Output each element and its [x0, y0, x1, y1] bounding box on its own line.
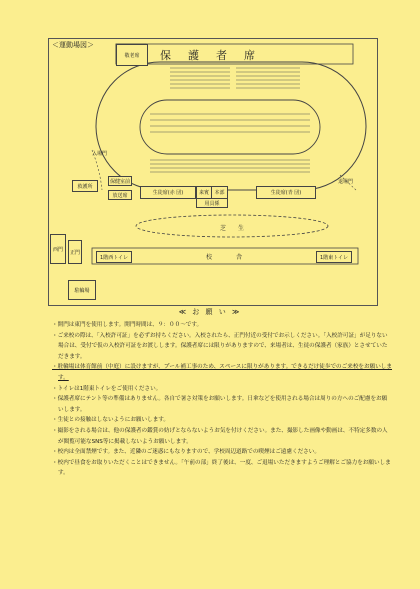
- notice-item: ・保護者席にテント等の準備はありません。各自で暑さ対策をお願いします。日傘などを使用される場合は周りの方へのご配慮をお願いします。: [52, 396, 388, 413]
- notice-item: ・校内は全面禁煙です。また、近隣のご迷惑にもなりますので、学校周辺道路での喫煙はご遠慮ください。: [52, 449, 320, 456]
- gate-west: 西門: [50, 234, 66, 264]
- booth-a: 来賓: [196, 186, 212, 199]
- notice-item: ・生徒との接触はしないようにお願いします。: [52, 417, 170, 424]
- notice-item: ・撮影をされる場合は、他の保護者の鑑賞の妨げとならないようお気を付けください。また、撮影した画像や動画は、不特定多数の人が閲覧可能なSNS等に掲載しないようお願いします。: [52, 427, 388, 445]
- notice-item: ・開門は東門を使用します。開門時間は、９：００～です。: [52, 322, 203, 328]
- notice-list: [52, 320, 392, 479]
- lawn: 芝 生: [220, 225, 245, 232]
- schoolhouse: 校 舎: [206, 254, 243, 261]
- notice-item: ・トイレは1階東トイレをご使用ください。: [52, 385, 162, 392]
- notice-item: ・ご来校の際は、「入校許可証」を必ずお持ちください。入校されたら、正門付近の受付でお示しください。「入校許可証」が足りない場合は、受付で仮の入校許可証をお渡しします。保護者席には限りがありますので、来場者は、生徒の保護者（家族）とさせていただきます。: [52, 332, 388, 360]
- guardian-seats: 保 護 者 席: [160, 49, 258, 62]
- exit-gate: 退場門: [338, 179, 354, 185]
- notice-title: ≪ お 願 い ≫: [178, 308, 242, 316]
- seat-white: 生徒席(青 団): [256, 186, 316, 199]
- booth-b: 用具係: [196, 198, 228, 208]
- teacher-booth: 本部: [211, 186, 228, 199]
- bike-parking: 駐輪場: [68, 280, 96, 300]
- notice-item: ・駐輪場は体育館前（中庭）に設けますが、プール補工事のため、スペースに限りがあります。できるだけ徒歩でのご来校をお願いします。: [52, 364, 392, 381]
- toilet-right: 1階東トイレ: [316, 251, 352, 263]
- entry-gate: 入場門: [92, 151, 108, 157]
- seat-red: 生徒席(赤 団): [140, 186, 196, 199]
- notice-item: ・校内で昼食をお取りいただくことはできません。「午前の部」終了後は、一度、ご退場いただきますようご理解とご協力をお願いします。: [52, 459, 391, 477]
- small-area-a: 救護所: [72, 180, 98, 192]
- toilet-left: 1階西トイレ: [96, 251, 132, 263]
- small-area-c: 放送席: [108, 190, 132, 200]
- honorary-seat: 敬老席: [116, 44, 148, 66]
- gate-main: 正門: [68, 240, 82, 264]
- map-title: ＜運動場図＞: [52, 41, 94, 49]
- small-area-b: 保健室前: [108, 176, 132, 186]
